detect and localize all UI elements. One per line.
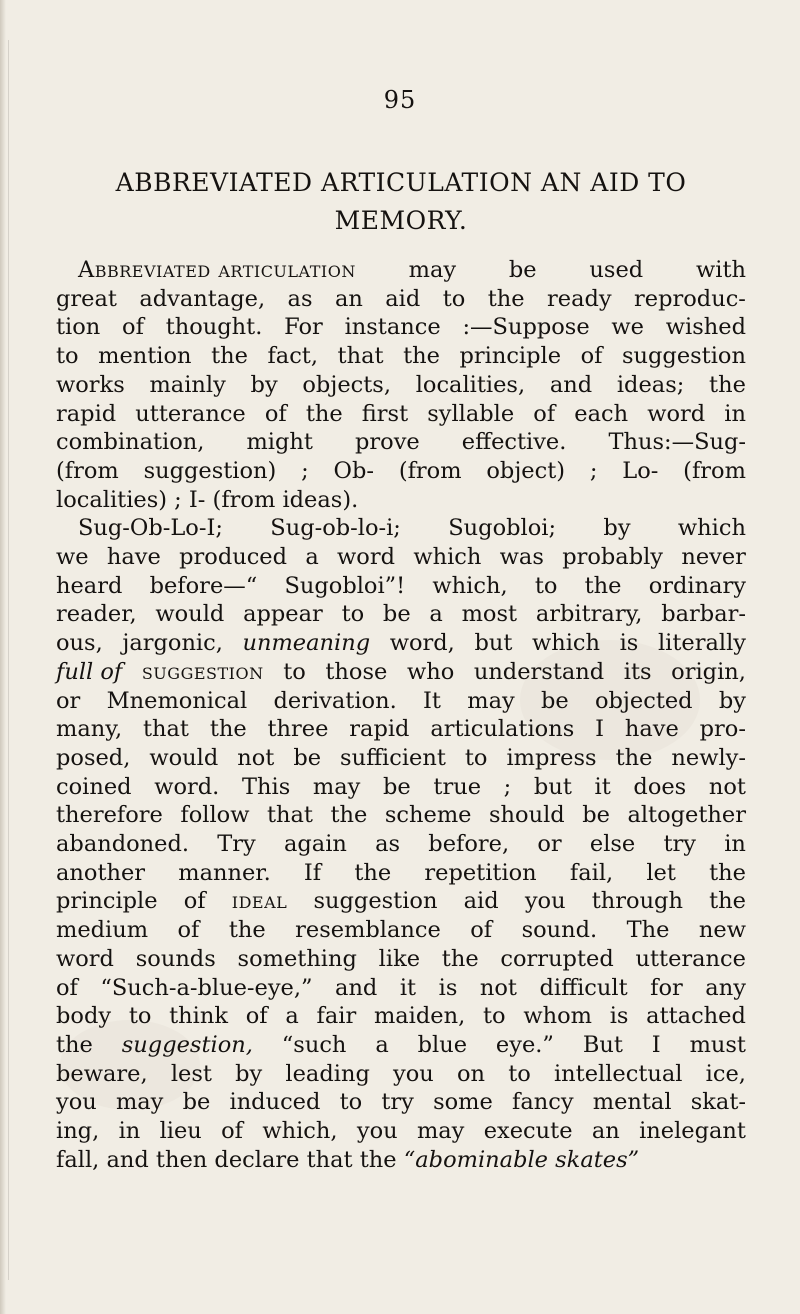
word: we	[56, 544, 89, 570]
word: something	[237, 945, 357, 972]
word: should	[489, 802, 565, 829]
word: in	[118, 1118, 141, 1144]
word: the	[209, 716, 247, 743]
text-line	[56, 772, 746, 802]
word: to	[283, 658, 306, 685]
word: to	[508, 1060, 531, 1087]
text-line	[56, 915, 746, 945]
word: which,	[432, 572, 508, 599]
word: but	[474, 630, 513, 657]
word: the	[709, 371, 746, 398]
word: to	[341, 601, 365, 628]
word: “such	[281, 1031, 347, 1058]
word: suggestion	[141, 658, 264, 685]
word: that	[306, 1146, 353, 1173]
word: understand	[473, 658, 605, 685]
word: not	[237, 744, 275, 771]
word: or	[537, 831, 562, 857]
word: advantage,	[139, 285, 266, 312]
word: Thus:—Sug-	[608, 429, 746, 456]
word: utterance	[635, 945, 746, 972]
word: maiden,	[373, 1003, 466, 1030]
word: it	[594, 773, 611, 800]
word: be	[383, 773, 411, 800]
word: instance	[344, 314, 441, 341]
word: a	[305, 544, 319, 570]
text-line	[56, 341, 746, 371]
word: have	[624, 716, 679, 743]
word: This	[242, 773, 291, 800]
word: rapid	[56, 400, 117, 427]
word: may	[312, 773, 361, 800]
word: of	[245, 1003, 268, 1030]
word: you	[524, 888, 566, 915]
word: If	[303, 859, 322, 886]
word: is	[609, 1003, 629, 1030]
word: the	[615, 744, 653, 771]
word: might	[246, 429, 313, 456]
text-line	[56, 1001, 746, 1031]
word: Sugobloi;	[448, 515, 557, 542]
text-line	[56, 599, 746, 629]
word: works	[56, 371, 125, 398]
word: of	[580, 343, 603, 370]
word: a	[429, 601, 443, 628]
word: Sugobloi”!	[284, 572, 406, 599]
text-line	[56, 1087, 746, 1117]
word: to	[534, 572, 558, 599]
word: we	[611, 314, 644, 341]
word: those	[325, 658, 388, 685]
word: repetition	[424, 859, 537, 886]
word: :—Suppose	[462, 314, 590, 341]
word: corrupted	[500, 945, 614, 972]
word: scheme	[384, 802, 472, 829]
word: that	[337, 343, 384, 370]
word: be	[293, 744, 322, 771]
word: Ob-	[333, 457, 374, 484]
text-line	[56, 312, 746, 342]
text-line	[56, 485, 746, 515]
text-line	[56, 1116, 746, 1146]
word: thought.	[165, 314, 263, 341]
word: the	[305, 400, 343, 427]
word: declare	[214, 1146, 300, 1173]
word: of	[221, 1118, 243, 1144]
text-line	[56, 1059, 746, 1089]
word: before,	[428, 831, 510, 857]
word: localities,	[415, 371, 526, 398]
word: and	[106, 1146, 149, 1173]
word: It	[423, 687, 441, 714]
word: ideas;	[616, 371, 685, 398]
word: resemblance	[295, 917, 441, 944]
word: fair	[316, 1003, 357, 1030]
word: its	[623, 658, 652, 685]
word: ready	[547, 285, 612, 312]
word: impress	[506, 744, 597, 771]
word: as	[375, 831, 401, 857]
word: For	[284, 314, 323, 341]
text-line	[56, 657, 746, 687]
text-line	[56, 456, 746, 486]
word: sound.	[521, 917, 598, 944]
chapter-heading-line-1: ABBREVIATED ARTICULATION AN AID TO	[115, 168, 687, 197]
word: to	[56, 343, 79, 370]
word: syllable	[427, 400, 515, 427]
word: leading	[285, 1060, 370, 1087]
word: the	[211, 343, 248, 370]
word: appear	[243, 601, 323, 628]
word: was	[499, 544, 544, 570]
word: principle	[56, 888, 158, 915]
word: you	[56, 1089, 97, 1116]
word: that	[142, 716, 189, 743]
word: ous,	[56, 630, 103, 657]
word: be	[540, 687, 569, 714]
word: most	[461, 601, 518, 628]
word: a	[375, 1031, 389, 1058]
word: it	[399, 974, 417, 1001]
word: the	[487, 285, 525, 312]
word: ing,	[56, 1118, 100, 1144]
word: true	[433, 773, 482, 800]
word: to	[128, 1003, 152, 1030]
word: a	[285, 1003, 299, 1030]
text-line	[56, 399, 746, 429]
word: Mnemonical	[106, 687, 248, 714]
word: (from	[56, 457, 119, 484]
word: newly-	[671, 744, 746, 771]
word: medium	[56, 917, 149, 944]
word: to	[442, 285, 466, 312]
word: new	[698, 917, 746, 944]
word: another	[56, 859, 146, 886]
word: arbitrary,	[535, 601, 643, 628]
word: think	[169, 1003, 228, 1030]
word: you	[393, 1060, 434, 1087]
word: I	[651, 1031, 661, 1058]
word: any	[705, 974, 746, 1001]
text-line	[56, 858, 746, 888]
word: as	[287, 285, 313, 312]
word: used	[589, 257, 644, 283]
word: eye.”	[495, 1031, 554, 1058]
word: unmeaning	[242, 630, 371, 657]
word: would	[155, 601, 225, 628]
text-line	[56, 829, 746, 859]
text-line	[78, 513, 746, 543]
word: and	[335, 974, 378, 1001]
word: word	[337, 544, 396, 570]
page-number: 95	[383, 86, 417, 114]
text-line	[56, 370, 746, 400]
word: beware,	[56, 1060, 148, 1087]
text-line	[56, 743, 746, 773]
word: may	[467, 687, 515, 714]
word: follow	[180, 802, 250, 829]
word: ;	[503, 773, 512, 800]
word: never	[681, 544, 746, 570]
word: suggestion	[621, 343, 746, 370]
text-line	[56, 714, 746, 744]
word: but	[533, 773, 572, 800]
word: or	[56, 687, 81, 714]
word: “Such-a-blue-eye,”	[100, 974, 313, 1001]
word: may	[416, 1118, 465, 1144]
word: the	[228, 917, 266, 944]
word: may	[115, 1089, 164, 1116]
word: be	[182, 1089, 211, 1116]
word: not	[708, 773, 746, 800]
word: would	[149, 744, 219, 771]
word: wished	[665, 314, 746, 341]
word: which	[531, 630, 601, 657]
word: to	[464, 744, 488, 771]
word: to	[339, 1089, 363, 1116]
word: an	[591, 1118, 620, 1144]
word: may	[408, 257, 457, 283]
page-edge-line	[8, 40, 9, 1280]
word: through	[591, 888, 683, 915]
word: jargonic,	[122, 630, 223, 657]
word: ice,	[705, 1060, 746, 1087]
word: aid	[463, 888, 499, 915]
word: each	[574, 400, 629, 427]
word: mention	[98, 343, 192, 370]
word: pro-	[699, 716, 746, 743]
word: be	[382, 601, 411, 628]
word: let	[646, 859, 676, 886]
word: ordinary	[648, 572, 746, 599]
word: try	[381, 1089, 414, 1116]
word: by	[603, 515, 631, 542]
word: try	[663, 831, 696, 857]
word: Abbreviated articulation	[78, 257, 356, 283]
word: the	[584, 572, 622, 599]
word: the	[56, 1031, 93, 1058]
word: fall,	[56, 1146, 100, 1173]
word: of	[177, 917, 200, 944]
word: with	[695, 257, 746, 283]
word: some	[433, 1089, 493, 1116]
word: aid	[385, 285, 421, 312]
word: fancy	[512, 1089, 574, 1116]
word: of	[470, 917, 493, 944]
word: reader,	[56, 601, 137, 628]
text-line	[56, 886, 746, 916]
word: the	[709, 859, 746, 886]
word: the	[359, 1146, 397, 1173]
word: intellectual	[553, 1060, 683, 1087]
word: to	[482, 1003, 506, 1030]
text-line	[56, 542, 746, 572]
text-line	[56, 571, 746, 601]
word: not	[479, 974, 517, 1001]
word: who	[406, 658, 455, 685]
word: effective.	[461, 429, 567, 456]
text-line	[56, 284, 746, 314]
word: the	[441, 945, 479, 972]
word: be	[582, 802, 610, 829]
word: which	[677, 515, 746, 542]
word: “abominable skates”	[403, 1146, 640, 1173]
word: an	[334, 285, 363, 312]
word: of	[264, 400, 287, 427]
word: sufficient	[340, 744, 446, 771]
word: again	[283, 831, 347, 857]
word: in	[724, 831, 746, 857]
word: is	[438, 974, 458, 1001]
word: does	[633, 773, 687, 800]
word: derivation.	[273, 687, 397, 714]
word: full of	[56, 658, 123, 685]
word: word,	[389, 630, 455, 657]
text-line	[56, 944, 746, 974]
page-edge-shadow	[0, 0, 6, 1314]
word: of	[183, 888, 206, 915]
word: objects,	[302, 371, 391, 398]
word: rapid	[349, 716, 410, 743]
word: combination,	[56, 429, 205, 456]
word: and	[549, 371, 593, 398]
word: which	[413, 544, 482, 570]
text-line	[56, 427, 746, 457]
word: great	[56, 285, 117, 312]
word: The	[626, 917, 670, 944]
word: reproduc-	[634, 285, 746, 312]
word: utterance	[135, 400, 246, 427]
word: ;	[589, 457, 598, 484]
word: prove	[354, 429, 420, 456]
word: heard	[56, 572, 123, 599]
word: word	[647, 400, 706, 427]
word: ideal	[231, 888, 288, 915]
word: literally	[657, 630, 746, 657]
word: on	[456, 1060, 486, 1087]
word: in	[724, 400, 746, 427]
word: (from	[683, 457, 746, 484]
word: the	[330, 802, 368, 829]
word: of	[533, 400, 556, 427]
word: articulations	[430, 716, 575, 743]
word: posed,	[56, 744, 131, 771]
word: like	[378, 945, 421, 972]
text-line	[56, 1030, 746, 1060]
word: object)	[486, 457, 566, 484]
word: barbar-	[661, 601, 746, 628]
word: the	[709, 888, 746, 915]
word: word	[56, 945, 114, 972]
word: must	[689, 1031, 746, 1058]
word: sounds	[135, 945, 216, 972]
word: the	[403, 343, 440, 370]
word: whom	[523, 1003, 592, 1030]
chapter-heading-line-2: MEMORY.	[334, 206, 468, 235]
text-line	[56, 686, 746, 716]
word: blue	[417, 1031, 468, 1058]
text-line	[56, 800, 746, 830]
text-line	[56, 1145, 746, 1175]
word: attached	[646, 1003, 746, 1030]
word: lest	[170, 1060, 212, 1087]
word: abandoned.	[56, 831, 190, 857]
word: lieu	[159, 1118, 202, 1144]
word: inelegant	[639, 1118, 746, 1144]
word: Sug-Ob-Lo-I;	[78, 515, 223, 542]
word: Lo-	[622, 457, 659, 484]
word: then	[155, 1146, 208, 1173]
word: of	[56, 974, 78, 1001]
word: suggestion,	[121, 1031, 253, 1058]
word: be	[508, 257, 537, 283]
word: localities) ; I- (from ideas).	[56, 486, 359, 513]
word: that	[266, 802, 313, 829]
word: three	[267, 716, 329, 743]
text-line	[78, 255, 746, 285]
word: therefore	[56, 802, 163, 829]
word: suggestion)	[143, 457, 277, 484]
text-line	[56, 973, 746, 1003]
word: before—“	[149, 572, 258, 599]
word: ;	[301, 457, 309, 484]
text-line	[56, 628, 746, 658]
word: of	[122, 314, 144, 341]
word: you	[356, 1118, 398, 1144]
word: for	[650, 974, 683, 1001]
word: suggestion	[313, 888, 438, 915]
word: the	[354, 859, 392, 886]
word: skat-	[690, 1089, 746, 1116]
word: manner.	[178, 859, 271, 886]
word: mainly	[149, 371, 226, 398]
word: tion	[56, 314, 101, 341]
word: principle	[459, 343, 562, 370]
word: I	[595, 716, 604, 743]
word: which,	[262, 1118, 338, 1144]
word: else	[589, 831, 636, 857]
word: fail,	[569, 859, 614, 886]
word: Sug-ob-lo-i;	[270, 515, 401, 542]
word: is	[619, 630, 639, 657]
word: by	[235, 1060, 263, 1087]
word: fact,	[267, 343, 319, 370]
word: mental	[592, 1089, 672, 1116]
word: Try	[217, 831, 256, 857]
word: have	[106, 544, 161, 570]
word: induced	[229, 1089, 321, 1116]
word: word.	[154, 773, 220, 800]
word: many,	[56, 716, 123, 743]
word: probably	[562, 544, 664, 570]
word: coined	[56, 773, 132, 800]
word: altogether	[627, 802, 746, 829]
word: by	[250, 371, 278, 398]
word: But	[582, 1031, 623, 1058]
word: first	[361, 400, 409, 427]
word: execute	[483, 1118, 573, 1144]
word: (from	[398, 457, 462, 484]
word: origin,	[671, 658, 746, 685]
word: objected	[594, 687, 693, 714]
word: difficult	[539, 974, 628, 1001]
word: produced	[179, 544, 288, 570]
word: body	[56, 1003, 112, 1030]
word: by	[718, 687, 746, 714]
